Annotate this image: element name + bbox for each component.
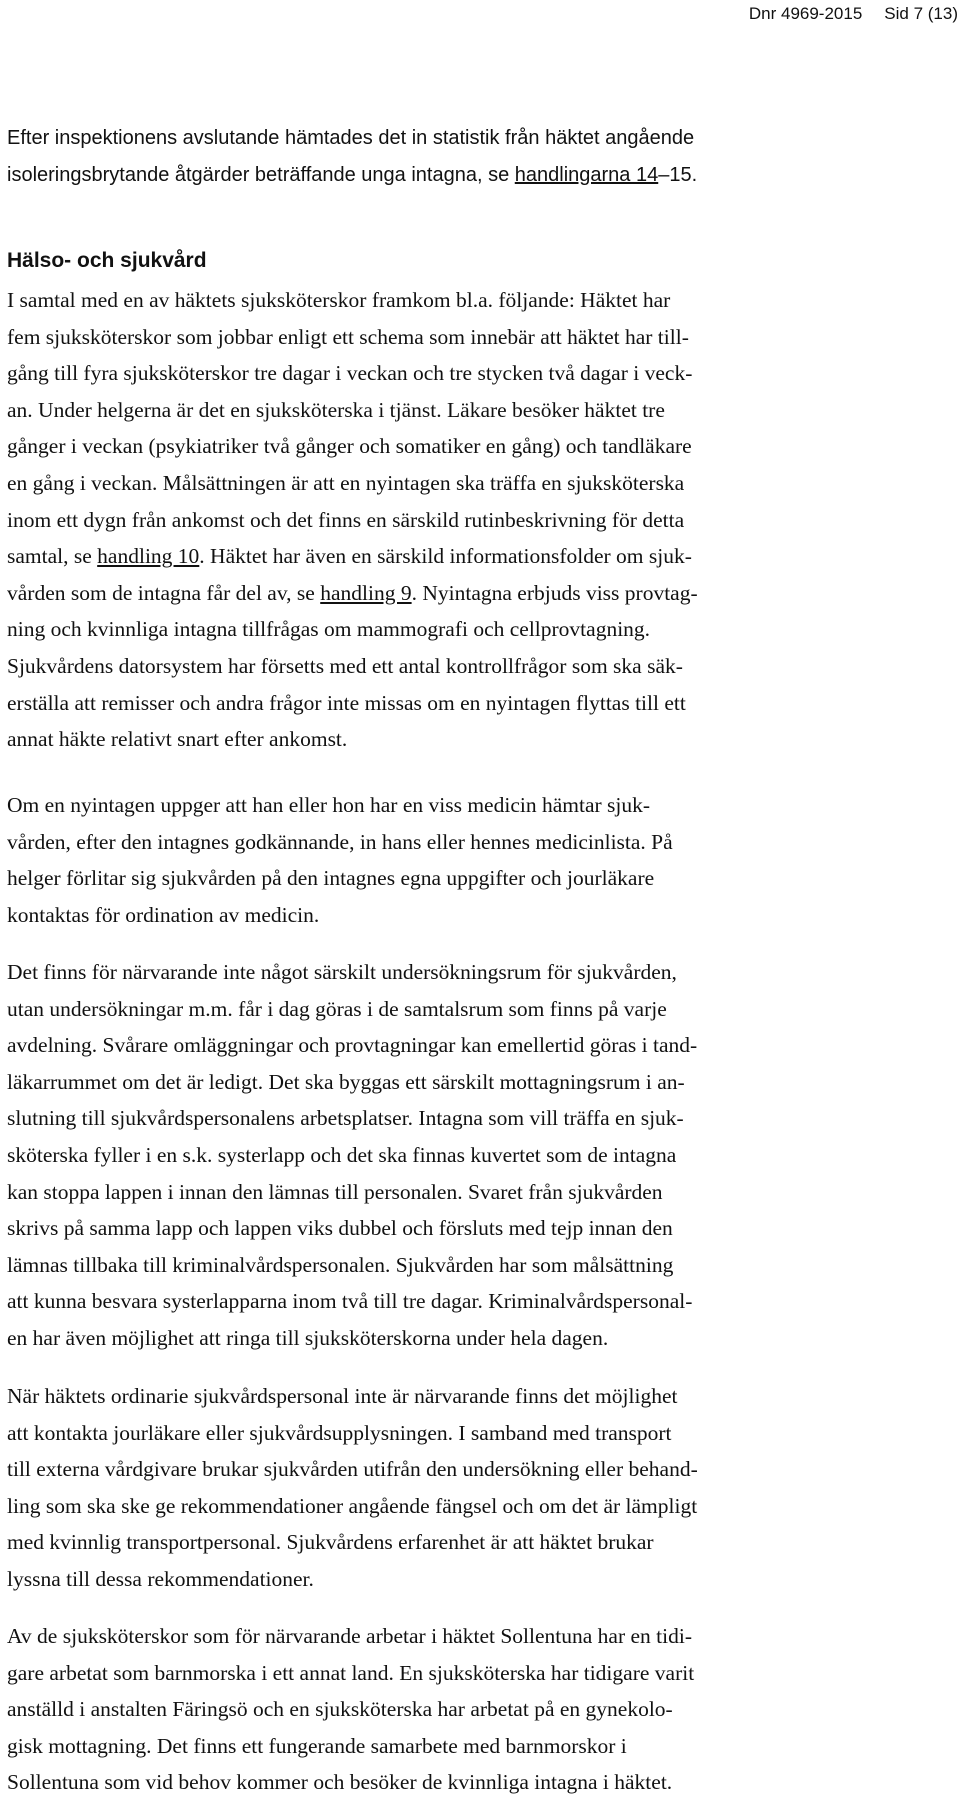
- text-line: helger förlitar sig sjukvården på den intagnes egna uppgifter och jourläkare: [7, 866, 655, 891]
- text-line: Efter inspektionens avslutande hämtades det in statistik från häktet angående: [7, 127, 695, 149]
- text-line: kan stoppa lappen i innan den lämnas till personalen. Svaret från sjukvården: [7, 1179, 663, 1204]
- text-line: samtal, se handling 10. Häktet har även en särskild informationsfolder om sjuk-: [7, 544, 692, 569]
- text-line: att kontakta jourläkare eller sjukvårdsupplysningen. I samband med transport: [7, 1420, 672, 1445]
- text-line: anställd i anstalten Färingsö och en sjuksköterska har arbetat på en gynekolo-: [7, 1697, 673, 1722]
- text-line: till externa vårdgivare brukar sjukvården utifrån den undersökning eller behand-: [7, 1457, 698, 1482]
- section-heading: Hälso- och sjukvård: [7, 249, 207, 272]
- text-line: en gång i veckan. Målsättningen är att en nyintagen ska träffa en sjuksköterska: [7, 470, 685, 495]
- text-line: ning och kvinnliga intagna tillfrågas om mammografi och cellprovtagning.: [7, 617, 651, 642]
- paragraph-4: [7, 1378, 698, 1598]
- page-header: [749, 0, 958, 28]
- text-line: Om en nyintagen uppger att han eller hon har en viss medicin hämtar sjuk-: [7, 793, 651, 817]
- paragraph-1: [7, 282, 698, 758]
- text-line: kontaktas för ordination av medicin.: [7, 902, 320, 927]
- text-line: Det finns för närvarande inte något särskilt undersökningsrum för sjukvården,: [7, 960, 677, 984]
- diarienummer: Dnr 4969-2015: [748, 4, 863, 23]
- page-number: Sid 7 (13): [884, 4, 958, 23]
- handling-link[interactable]: handlingarna 14: [514, 163, 659, 186]
- text-line: ling som ska ske ge rekommendationer angående fängsel och om det är lämpligt: [7, 1493, 698, 1518]
- text-line: gare arbetat som barnmorska i ett annat land. En sjuksköterska har tidigare varit: [7, 1660, 695, 1685]
- text-line: gisk mottagning. Det finns ett fungerande samarbete med barnmorskor i: [7, 1733, 627, 1758]
- text-line: lyssna till dessa rekommendationer.: [7, 1566, 314, 1591]
- text-line: fem sjuksköterskor som jobbar enligt ett schema som innebär att häktet har till-: [7, 324, 689, 349]
- text-line: slutning till sjukvårdspersonalens arbetsplatser. Intagna som vill träffa en sjuk-: [7, 1106, 684, 1131]
- text-line: en har även möjlighet att ringa till sjuksköterskorna under hela dagen.: [7, 1325, 609, 1350]
- text-line: an. Under helgerna är det en sjuksköterska i tjänst. Läkare besöker häktet tre: [7, 397, 665, 422]
- text-line: gång till fyra sjuksköterskor tre dagar i veckan och tre stycken två dagar i veck-: [7, 361, 693, 386]
- handling-link[interactable]: 15: [669, 163, 692, 186]
- text-line: Sollentuna som vid behov kommer och besöker de kvinnliga intagna i häktet.: [7, 1770, 673, 1795]
- text-line: skrivs på samma lapp och lappen viks dubbel och försluts med tejp innan den: [7, 1216, 673, 1241]
- text-line: att kunna besvara systerlapparna inom två till tre dagar. Kriminalvårdspersonal-: [7, 1289, 693, 1314]
- text-line: annat häkte relativt snart efter ankomst.: [7, 727, 348, 752]
- text-line: Av de sjuksköterskor som för närvarande arbetar i häktet Sollentuna har en tidi-: [7, 1624, 692, 1648]
- text-line: När häktets ordinarie sjukvårdspersonal inte är närvarande finns det möjlighet: [7, 1384, 678, 1408]
- text-line: vården, efter den intagnes godkännande, in hans eller hennes medicinlista. På: [7, 829, 673, 854]
- handling-link[interactable]: handling 10: [97, 544, 200, 569]
- text-line: gånger i veckan (psykiatriker två gånger och somatiker en gång) och tandläkare: [7, 434, 692, 459]
- text-line: med kvinnlig transportpersonal. Sjukvårdens erfarenhet är att häktet brukar: [7, 1530, 654, 1555]
- text-line: lämnas tillbaka till kriminalvårdspersonalen. Sjukvården har som målsättning: [7, 1252, 674, 1277]
- text-line: I samtal med en av häktets sjuksköterskor framkom bl.a. följande: Häktet har: [7, 288, 671, 312]
- text-line: inom ett dygn från ankomst och det finns en särskild rutinbeskrivning för detta: [7, 507, 685, 532]
- handling-link[interactable]: handling 9: [320, 580, 412, 605]
- text-line: vården som de intagna får del av, se handling 9. Nyintagna erbjuds viss provtag-: [7, 580, 698, 605]
- text-line: utan undersökningar m.m. får i dag göras i de samtalsrum som finns på varje: [7, 996, 667, 1021]
- paragraph-3: [7, 954, 697, 1357]
- paragraph-5: [7, 1618, 694, 1801]
- text-line: avdelning. Svårare omläggningar och provtagningar kan emellertid göras i tand-: [7, 1033, 698, 1058]
- paragraph-2: [7, 787, 673, 933]
- text-line: sköterska fyller i en s.k. systerlapp och det ska finnas kuvertet som de intagna: [7, 1142, 677, 1167]
- text-line: erställa att remisser och andra frågor inte missas om en nyintagen flyttas till ett: [7, 690, 686, 715]
- text-line: Sjukvårdens datorsystem har försetts med ett antal kontrollfrågor som ska säk-: [7, 653, 683, 678]
- text-line: isoleringsbrytande åtgärder beträffande unga intagna, se handlingarna 14–15.: [7, 163, 698, 186]
- intro-paragraph: [7, 120, 697, 193]
- text-line: läkarrummet om det är ledigt. Det ska byggas ett särskilt mottagningsrum i an-: [7, 1069, 685, 1094]
